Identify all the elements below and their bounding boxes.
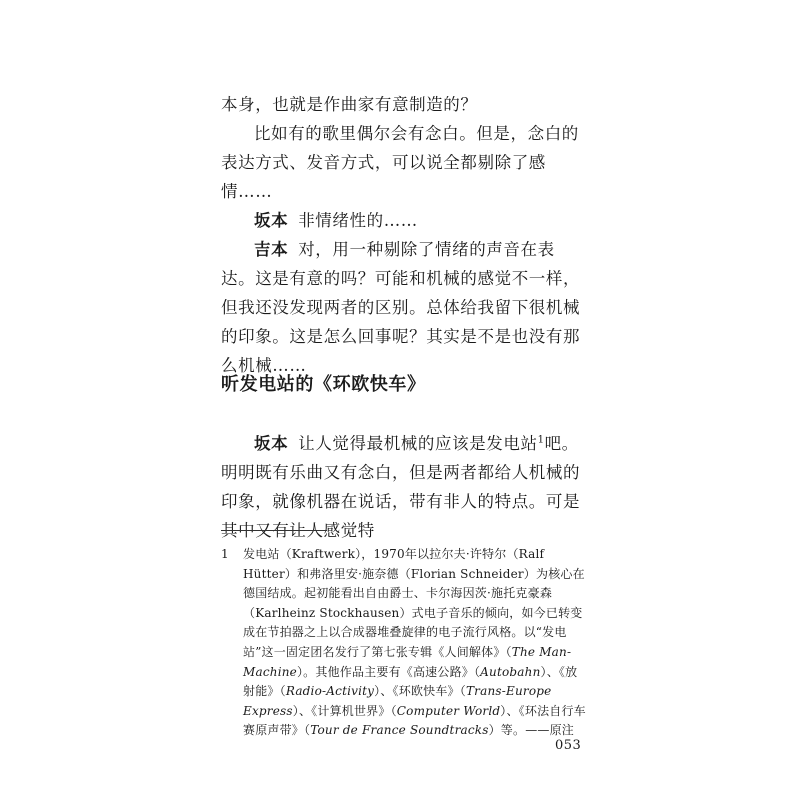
footnote [221,545,589,741]
footnote-text-2: ）。其他作品主要有《高速公路》（ [296,664,481,679]
footnote-body [243,545,589,741]
dialogue-text-part-1: 让人觉得最机械的应该是发电站 [298,434,538,453]
dialogue-text-yoshimoto: 对，用一种剔除了情绪的声音在表达。这是有意的吗？可能和机械的感觉不一样，但我还没发现两者的区别。总体给我留下很机械的印象。这是怎么回事呢？其实是不是也没有那么机械…… [221,240,581,375]
footnote-title-computer-world: Computer World [396,703,501,718]
page-number: 053 [555,738,582,753]
footnote-text-4: ）、《环欧快车》（ [374,684,466,699]
speaker-label-sakamoto: 坂本 [254,211,289,230]
body-text-block-2 [221,429,583,545]
section-heading: 听发电站的《环欧快车》 [221,374,426,395]
body-text-block-1 [221,90,583,380]
paragraph-2: 比如有的歌里偶尔会有念白。但是，念白的表达方式、发音方式，可以说全都剔除了感情…… [221,124,579,201]
speaker-label-yoshimoto: 吉本 [254,240,289,259]
speaker-label-sakamoto-2: 坂本 [254,434,289,453]
footnote-title-autobahn: Autobahn [480,664,541,679]
footnote-title-tour-de-france: Tour de France Soundtracks [310,723,489,738]
footnote-reference[interactable]: 1 [537,434,545,446]
footnote-text-7: ）等。——原注 [488,723,575,738]
footnote-title-trans-europe-express: Trans-Europe Express [243,684,552,718]
footnote-text-3: ）、《放射能》（ [243,664,578,699]
dialogue-yoshimoto [221,235,583,380]
dialogue-sakamoto-2 [221,429,583,545]
footnote-title-man-machine: The Man-Machine [243,644,572,679]
dialogue-sakamoto [221,206,583,235]
footnote-text-6: ）、《环法自行车赛原声带》（ [243,703,586,738]
paragraph-1: 本身，也就是作曲家有意制造的？ [221,95,478,114]
footnote-text-5: ）、《计算机世界》（ [292,703,397,718]
footnote-title-radio-activity: Radio-Activity [285,684,375,699]
footnote-text-1: 发电站（Kraftwerk），1970年以拉尔夫·许特尔（Ralf Hütter）和弗洛里安·施奈德（Florian Schneider）为核心在德国结成。起初能看出自由爵士、卡尔海因茨·施托克豪森（Karlheinz Stockhausen）式电子音乐的倾向，如今已转变成在节拍器之上以合成器堆叠旋律的电子流行风格。以“发电站”这一固定团名发行了第七张专辑《人间解体》（ [243,547,585,659]
dialogue-text-sakamoto: 非情绪性的…… [298,211,418,230]
dialogue-text-part-2: 吧。明明既有乐曲又有念白，但是两者都给人机械的印象，就像机器在说话，带有非人的特点。可是其中又有让人感觉特 [221,434,581,540]
footnote-divider [221,530,327,531]
footnote-number: 1 [221,547,229,561]
